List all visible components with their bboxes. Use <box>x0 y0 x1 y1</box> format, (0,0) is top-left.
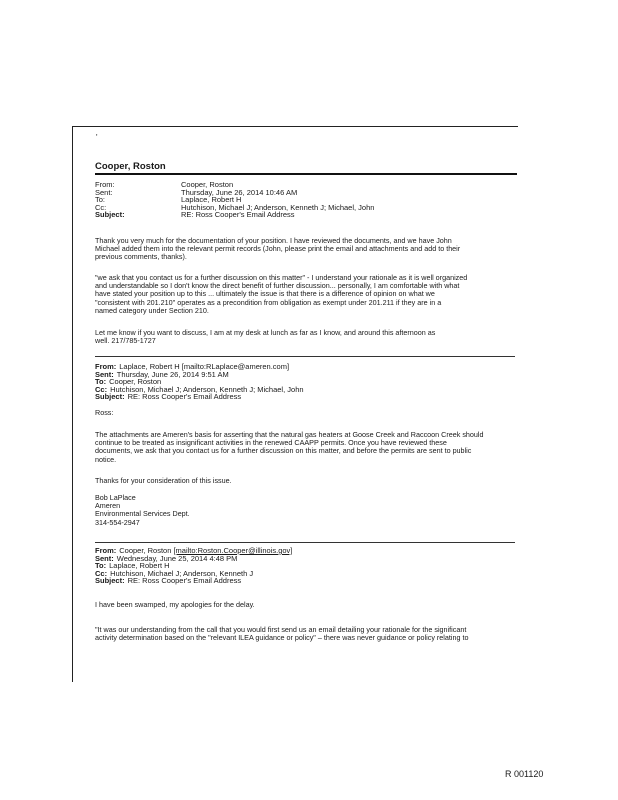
main-body-paragraph-2 <box>95 274 515 315</box>
cc-label: Cc: <box>95 202 107 212</box>
greeting: Ross: <box>95 409 114 417</box>
sender-heading: Cooper, Roston <box>95 161 166 172</box>
main-body-paragraph-1 <box>95 237 515 262</box>
cc-value: Hutchison, Michael J; Anderson, Kenneth J; Michael, John <box>181 202 375 212</box>
subject-label: Subject: <box>95 576 125 585</box>
signature-line: 314-554-2947 <box>95 518 140 527</box>
from-email-link[interactable]: [mailto:Roston.Cooper@illinois.gov] <box>173 546 293 555</box>
quoted-2-paragraph-1 <box>95 601 515 609</box>
quoted-1-paragraph-1 <box>95 431 515 464</box>
signature-line: Environmental Services Dept. <box>95 510 190 519</box>
sent-value: Wednesday, June 25, 2014 4:48 PM <box>116 553 238 563</box>
to-value: Cooper, Roston <box>109 377 162 386</box>
subject-value: RE: Ross Cooper's Email Address <box>127 576 242 585</box>
to-label: To: <box>95 561 107 570</box>
quoted-1-header <box>95 363 304 401</box>
from-label: From: <box>95 180 115 189</box>
text-line: continue to be treated as insignificant activities in the renewed CAAPP permits. Once you have reviewed these <box>95 439 447 448</box>
bates-number: R 001120 <box>505 769 544 779</box>
from-name: Laplace, Robert H <box>119 362 180 371</box>
subject-label: Subject: <box>95 210 125 219</box>
sent-value: Thursday, June 26, 2014 10:46 AM <box>181 187 298 197</box>
quoted-2-header <box>95 547 292 585</box>
from-label: From: <box>95 546 117 555</box>
page-frame-left <box>72 126 73 682</box>
quoted-1-signature <box>95 494 515 527</box>
sent-label: Sent: <box>95 553 114 563</box>
from-value: Cooper, Roston <box>181 180 234 189</box>
header-subject-row <box>95 211 374 219</box>
subject-value: RE: Ross Cooper's Email Address <box>127 392 242 401</box>
cc-label: Cc: <box>95 384 108 394</box>
text-line: named category under Section 210. <box>95 306 209 315</box>
text-line: "consistent with 201.210" operates as a precondition from obligation as exempt under 201.211 if they are in a <box>95 298 442 307</box>
quoted-separator <box>95 356 515 357</box>
sent-label: Sent: <box>95 187 113 197</box>
text-line: I have been swamped, my apologies for the delay. <box>95 601 255 609</box>
to-label: To: <box>95 377 107 386</box>
signature-line: Bob LaPlace <box>95 494 136 502</box>
text-line: Let me know if you want to discuss, I am at my desk at lunch as far as I know, and around this afternoon as <box>95 329 436 337</box>
quoted-2-paragraph-2 <box>95 626 515 642</box>
text-line: Thanks for your consideration of this issue. <box>95 477 232 485</box>
signature-line: Ameren <box>95 502 121 511</box>
text-line: documents, we ask that you contact us for a further discussion on this matter, and before the permits are sent to public <box>95 447 472 456</box>
text-line: notice. <box>95 455 117 464</box>
quoted-separator <box>95 542 515 543</box>
sent-value: Thursday, June 26, 2014 9:51 AM <box>116 369 229 379</box>
text-line: activity determination based on the "relevant ILEA guidance or policy" – there was never guidance or policy relating to <box>95 634 469 643</box>
quoted-1-greeting <box>95 409 515 417</box>
text-line: previous comments, thanks). <box>95 253 187 262</box>
text-line: "we ask that you contact us for a further discussion on this matter" - I understand your rationale as it is well organized <box>95 274 468 282</box>
text-line: Thank you very much for the documentation of your position. I have reviewed the documents, and we have John <box>95 237 452 245</box>
cc-value: Hutchison, Michael J; Anderson, Kenneth J; Michael, John <box>110 384 304 394</box>
to-value: Laplace, Robert H <box>109 561 170 570</box>
to-label: To: <box>95 195 106 204</box>
subject-value: RE: Ross Cooper's Email Address <box>181 210 295 219</box>
subject-label: Subject: <box>95 392 125 401</box>
header-subject-row <box>95 577 292 585</box>
text-line: "It was our understanding from the call that you would first send us an email detailing your rationale for the significant <box>95 626 467 634</box>
heading-rule <box>95 173 517 175</box>
text-line: and understandable so I don't know the direct benefit of further discussion... personally, I am comfortable with what <box>95 282 460 291</box>
text-line: The attachments are Ameren's basis for asserting that the natural gas heaters at Goose Creek and Raccoon Creek should <box>95 431 484 439</box>
page-mark: ' <box>96 133 98 142</box>
header-subject-row <box>95 393 304 401</box>
main-body-paragraph-3 <box>95 329 515 345</box>
text-line: Michael added them into the relevant permit records (John, please print the email and attachments and add to their <box>95 245 461 254</box>
from-email-link[interactable]: [mailto:RLaplace@ameren.com] <box>181 362 290 371</box>
to-value: Laplace, Robert H <box>181 195 242 204</box>
text-line: have stated your position up to this ... ultimately the issue is that there is a difference of opinion on what we <box>95 290 435 299</box>
from-name: Cooper, Roston <box>119 546 172 555</box>
page-frame-top <box>72 126 518 127</box>
quoted-1-paragraph-2 <box>95 477 515 485</box>
sent-label: Sent: <box>95 369 114 379</box>
cc-value: Hutchison, Michael J; Anderson, Kenneth J <box>110 568 254 578</box>
cc-label: Cc: <box>95 568 108 578</box>
main-email-header <box>95 181 374 219</box>
text-line: well. 217/785-1727 <box>95 337 156 346</box>
from-label: From: <box>95 362 117 371</box>
